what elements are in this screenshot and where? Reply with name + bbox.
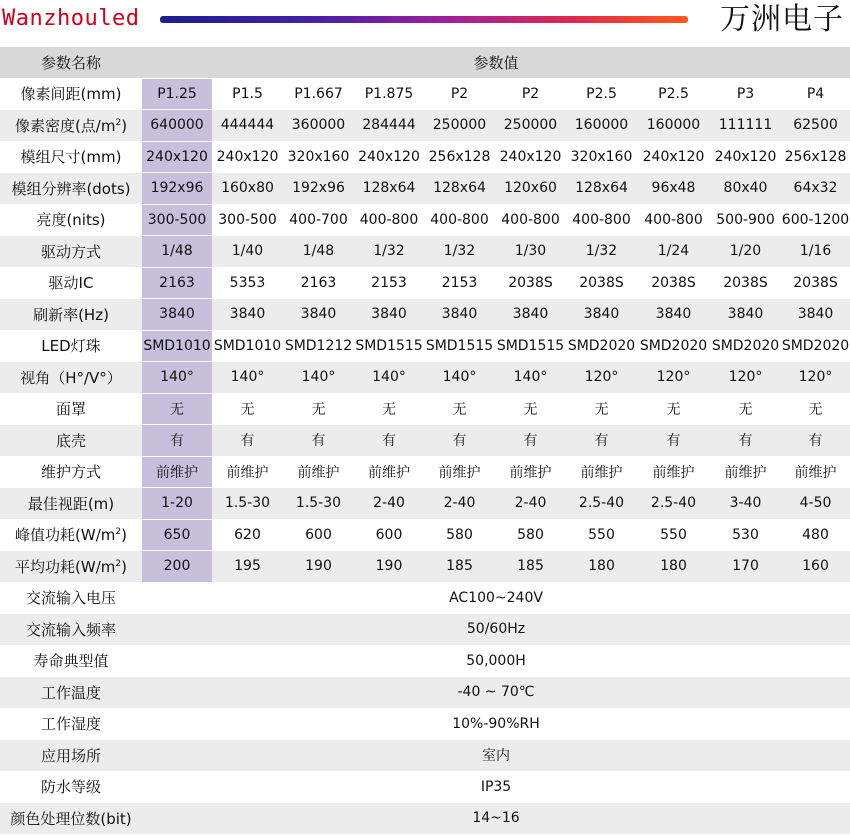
brand-logo-text: Wanzhouled xyxy=(2,6,140,31)
spec-table xyxy=(0,47,850,835)
table-row xyxy=(0,236,850,268)
row-label-text: 最佳视距(m) xyxy=(27,494,115,513)
table-row xyxy=(0,425,850,457)
value-cell: 3-40 xyxy=(710,488,781,520)
value-cell: 400-700 xyxy=(283,205,354,237)
row-label-superscript: 2 xyxy=(115,117,122,128)
row-label: 颜色处理位数(bit) xyxy=(0,803,142,835)
table-row xyxy=(0,740,850,772)
value-cell: 120° xyxy=(566,362,637,394)
value-cell: 284444 xyxy=(354,110,424,142)
value-cell: 120° xyxy=(710,362,781,394)
row-label: 交流输入频率 xyxy=(0,614,142,646)
row-label xyxy=(0,173,142,205)
value-cell: 有 xyxy=(354,425,424,457)
value-cell: 前维护 xyxy=(283,457,354,489)
row-label-suffix: ) xyxy=(121,116,128,135)
common-value-cell: 14~16 xyxy=(142,803,850,835)
value-cell: 2153 xyxy=(424,268,495,300)
value-cell: 无 xyxy=(142,394,212,426)
value-cell: 3840 xyxy=(142,299,212,331)
value-cell: 前维护 xyxy=(781,457,850,489)
model-pitch-cell: P3 xyxy=(710,79,781,111)
model-pitch-cell: P2.5 xyxy=(637,79,710,111)
value-cell: 3840 xyxy=(637,299,710,331)
value-cell: 2-40 xyxy=(354,488,424,520)
row-label xyxy=(0,520,142,552)
row-label xyxy=(0,425,142,457)
model-pitch-cell: P2 xyxy=(495,79,566,111)
value-cell: 240x120 xyxy=(212,142,283,174)
value-cell: 3840 xyxy=(781,299,850,331)
value-cell: 3840 xyxy=(710,299,781,331)
value-cell: 前维护 xyxy=(637,457,710,489)
value-cell: 1/32 xyxy=(354,236,424,268)
value-cell: 5353 xyxy=(212,268,283,300)
value-cell: 650 xyxy=(142,520,212,552)
value-cell: SMD2020 xyxy=(566,331,637,363)
value-cell: 400-800 xyxy=(495,205,566,237)
value-cell: 1/48 xyxy=(142,236,212,268)
value-cell: 160000 xyxy=(566,110,637,142)
value-cell: 620 xyxy=(212,520,283,552)
value-cell: 1/32 xyxy=(424,236,495,268)
value-cell: 1/20 xyxy=(710,236,781,268)
value-cell: 240x120 xyxy=(710,142,781,174)
value-cell: 无 xyxy=(495,394,566,426)
value-cell: SMD1515 xyxy=(424,331,495,363)
header-gradient-bar xyxy=(160,16,688,23)
value-cell: 3840 xyxy=(283,299,354,331)
value-cell: 185 xyxy=(424,551,495,583)
value-cell: 1/16 xyxy=(781,236,850,268)
value-cell: 140° xyxy=(142,362,212,394)
table-row xyxy=(0,551,850,583)
value-cell: 140° xyxy=(283,362,354,394)
table-row xyxy=(0,803,850,835)
value-cell: 250000 xyxy=(495,110,566,142)
value-cell: 256x128 xyxy=(781,142,850,174)
value-cell: 1/48 xyxy=(283,236,354,268)
value-cell: 185 xyxy=(495,551,566,583)
common-value-cell: AC100~240V xyxy=(142,583,850,615)
value-cell: 180 xyxy=(637,551,710,583)
value-cell: 140° xyxy=(495,362,566,394)
value-cell: 550 xyxy=(566,520,637,552)
value-cell: 前维护 xyxy=(710,457,781,489)
value-cell: 前维护 xyxy=(495,457,566,489)
value-cell: 无 xyxy=(781,394,850,426)
value-cell: 192x96 xyxy=(142,173,212,205)
value-cell: 有 xyxy=(710,425,781,457)
common-value-cell: 50/60Hz xyxy=(142,614,850,646)
value-cell: 有 xyxy=(495,425,566,457)
value-cell: SMD1212 xyxy=(283,331,354,363)
value-cell: 300-500 xyxy=(212,205,283,237)
value-cell: 120° xyxy=(637,362,710,394)
value-cell: 120x60 xyxy=(495,173,566,205)
value-cell: 2038S xyxy=(781,268,850,300)
value-cell: 500-900 xyxy=(710,205,781,237)
row-label: 像素间距(mm) xyxy=(0,79,142,111)
value-cell: 160000 xyxy=(637,110,710,142)
value-cell: 140° xyxy=(212,362,283,394)
value-cell: 300-500 xyxy=(142,205,212,237)
value-cell: 3840 xyxy=(424,299,495,331)
value-cell: 有 xyxy=(566,425,637,457)
value-cell: 64x32 xyxy=(781,173,850,205)
table-row xyxy=(0,394,850,426)
row-label xyxy=(0,362,142,394)
common-value-cell: 室内 xyxy=(142,740,850,772)
value-cell: 1.5-30 xyxy=(283,488,354,520)
value-cell: 3840 xyxy=(354,299,424,331)
value-cell: 无 xyxy=(710,394,781,426)
value-cell: 无 xyxy=(283,394,354,426)
value-cell: 580 xyxy=(424,520,495,552)
value-cell: 600-1200 xyxy=(781,205,850,237)
row-label-text: 面罩 xyxy=(55,400,86,419)
value-cell: 2-40 xyxy=(495,488,566,520)
value-cell: 444444 xyxy=(212,110,283,142)
value-cell: 无 xyxy=(354,394,424,426)
table-row xyxy=(0,520,850,552)
value-cell: 前维护 xyxy=(212,457,283,489)
value-cell: 320x160 xyxy=(566,142,637,174)
value-cell: 160 xyxy=(781,551,850,583)
model-pitch-cell: P2.5 xyxy=(566,79,637,111)
table-row xyxy=(0,142,850,174)
value-cell: 前维护 xyxy=(354,457,424,489)
value-cell: 190 xyxy=(354,551,424,583)
header-param-value: 参数值 xyxy=(142,47,850,79)
row-label: 工作温度 xyxy=(0,677,142,709)
value-cell: SMD1010 xyxy=(142,331,212,363)
value-cell: SMD2020 xyxy=(637,331,710,363)
row-label xyxy=(0,457,142,489)
value-cell: SMD1515 xyxy=(354,331,424,363)
value-cell: 580 xyxy=(495,520,566,552)
page-header xyxy=(0,0,850,43)
table-row xyxy=(0,173,850,205)
table-row xyxy=(0,677,850,709)
row-label: 工作湿度 xyxy=(0,709,142,741)
row-label-text: 模组分辨率(dots) xyxy=(11,179,131,198)
common-value-cell: 10%-90%RH xyxy=(142,709,850,741)
value-cell: 111111 xyxy=(710,110,781,142)
model-pitch-cell: P1.5 xyxy=(212,79,283,111)
value-cell: 无 xyxy=(566,394,637,426)
model-pitch-cell: P1.875 xyxy=(354,79,424,111)
value-cell: 120° xyxy=(781,362,850,394)
row-label-text: 像素密度(点/m xyxy=(14,116,116,135)
value-cell: 180 xyxy=(566,551,637,583)
value-cell: 550 xyxy=(637,520,710,552)
value-cell: 360000 xyxy=(283,110,354,142)
row-label-superscript: 2 xyxy=(115,558,122,569)
value-cell: 160x80 xyxy=(212,173,283,205)
table-row xyxy=(0,205,850,237)
table-row xyxy=(0,646,850,678)
value-cell: 170 xyxy=(710,551,781,583)
value-cell: 前维护 xyxy=(142,457,212,489)
value-cell: 有 xyxy=(781,425,850,457)
value-cell: 1-20 xyxy=(142,488,212,520)
row-label: 交流输入电压 xyxy=(0,583,142,615)
row-label-suffix: ) xyxy=(121,557,127,576)
value-cell: 128x64 xyxy=(354,173,424,205)
row-label xyxy=(0,331,142,363)
common-value-cell: 50,000H xyxy=(142,646,850,678)
row-label-text: 驱动方式 xyxy=(40,242,101,261)
table-row xyxy=(0,614,850,646)
value-cell: 320x160 xyxy=(283,142,354,174)
row-label-suffix: ) xyxy=(121,526,127,545)
row-label-text: 驱动IC xyxy=(48,274,94,293)
value-cell: 192x96 xyxy=(283,173,354,205)
value-cell: 128x64 xyxy=(566,173,637,205)
row-label-text: 维护方式 xyxy=(40,463,101,482)
table-row xyxy=(0,457,850,489)
value-cell: 3840 xyxy=(495,299,566,331)
row-label-text: 底壳 xyxy=(55,431,86,450)
table-header-row xyxy=(0,47,850,79)
table-row xyxy=(0,709,850,741)
value-cell: 4-50 xyxy=(781,488,850,520)
row-label-superscript: 2 xyxy=(115,527,122,538)
row-label: 寿命典型值 xyxy=(0,646,142,678)
row-label-text: LED灯珠 xyxy=(41,337,101,356)
value-cell: 3840 xyxy=(212,299,283,331)
value-cell: 2.5-40 xyxy=(637,488,710,520)
value-cell: 2153 xyxy=(354,268,424,300)
value-cell: SMD2020 xyxy=(781,331,850,363)
value-cell: 256x128 xyxy=(424,142,495,174)
value-cell: 2163 xyxy=(283,268,354,300)
value-cell: 2038S xyxy=(495,268,566,300)
value-cell: 2.5-40 xyxy=(566,488,637,520)
value-cell: 2038S xyxy=(637,268,710,300)
model-pitch-cell: P1.25 xyxy=(142,79,212,111)
table-row xyxy=(0,488,850,520)
value-cell: 前维护 xyxy=(424,457,495,489)
model-pitch-cell: P4 xyxy=(781,79,850,111)
value-cell: SMD2020 xyxy=(710,331,781,363)
value-cell: 240x120 xyxy=(142,142,212,174)
value-cell: 2038S xyxy=(710,268,781,300)
table-row xyxy=(0,362,850,394)
row-label xyxy=(0,236,142,268)
value-cell: 400-800 xyxy=(637,205,710,237)
row-label xyxy=(0,268,142,300)
model-pitch-cell: P1.667 xyxy=(283,79,354,111)
value-cell: 62500 xyxy=(781,110,850,142)
value-cell: 128x64 xyxy=(424,173,495,205)
value-cell: 600 xyxy=(354,520,424,552)
value-cell: 2038S xyxy=(566,268,637,300)
common-value-cell: IP35 xyxy=(142,772,850,804)
value-cell: 1/40 xyxy=(212,236,283,268)
value-cell: 1.5-30 xyxy=(212,488,283,520)
table-row xyxy=(0,331,850,363)
row-label xyxy=(0,488,142,520)
company-name: 万洲电子 xyxy=(720,2,844,37)
value-cell: 400-800 xyxy=(424,205,495,237)
value-cell: 1/30 xyxy=(495,236,566,268)
value-cell: SMD1010 xyxy=(212,331,283,363)
model-pitch-cell: P2 xyxy=(424,79,495,111)
value-cell: 3840 xyxy=(566,299,637,331)
value-cell: 有 xyxy=(424,425,495,457)
row-label-text: 刷新率(Hz) xyxy=(33,305,109,324)
value-cell: 2163 xyxy=(142,268,212,300)
row-label: 应用场所 xyxy=(0,740,142,772)
value-cell: 140° xyxy=(354,362,424,394)
value-cell: 190 xyxy=(283,551,354,583)
value-cell: 140° xyxy=(424,362,495,394)
value-cell: 1/32 xyxy=(566,236,637,268)
value-cell: 250000 xyxy=(424,110,495,142)
value-cell: 有 xyxy=(283,425,354,457)
row-label xyxy=(0,142,142,174)
value-cell: 600 xyxy=(283,520,354,552)
value-cell: 80x40 xyxy=(710,173,781,205)
table-row xyxy=(0,583,850,615)
table-row xyxy=(0,299,850,331)
common-value-cell: -40 ~ 70℃ xyxy=(142,677,850,709)
value-cell: 240x120 xyxy=(354,142,424,174)
value-cell: 前维护 xyxy=(566,457,637,489)
value-cell: 有 xyxy=(212,425,283,457)
row-label-text: 视角（H°/V°） xyxy=(20,368,122,387)
value-cell: 195 xyxy=(212,551,283,583)
row-label xyxy=(0,110,142,142)
value-cell: 200 xyxy=(142,551,212,583)
value-cell: 240x120 xyxy=(637,142,710,174)
row-label-text: 亮度(nits) xyxy=(36,211,106,230)
header-param-name: 参数名称 xyxy=(0,47,142,79)
value-cell: 400-800 xyxy=(354,205,424,237)
value-cell: 2-40 xyxy=(424,488,495,520)
value-cell: SMD1515 xyxy=(495,331,566,363)
row-label xyxy=(0,205,142,237)
row-label xyxy=(0,394,142,426)
value-cell: 1/24 xyxy=(637,236,710,268)
value-cell: 无 xyxy=(424,394,495,426)
value-cell: 640000 xyxy=(142,110,212,142)
value-cell: 有 xyxy=(142,425,212,457)
table-row xyxy=(0,268,850,300)
value-cell: 有 xyxy=(637,425,710,457)
row-label-text: 平均功耗(W/m xyxy=(15,557,116,576)
row-label xyxy=(0,299,142,331)
value-cell: 无 xyxy=(637,394,710,426)
value-cell: 530 xyxy=(710,520,781,552)
row-label: 防水等级 xyxy=(0,772,142,804)
value-cell: 240x120 xyxy=(495,142,566,174)
row-label xyxy=(0,551,142,583)
value-cell: 96x48 xyxy=(637,173,710,205)
table-row xyxy=(0,772,850,804)
value-cell: 无 xyxy=(212,394,283,426)
value-cell: 480 xyxy=(781,520,850,552)
table-row xyxy=(0,110,850,142)
row-label-text: 模组尺寸(mm) xyxy=(20,148,122,167)
row-label-text: 峰值功耗(W/m xyxy=(15,526,116,545)
table-row xyxy=(0,79,850,111)
value-cell: 400-800 xyxy=(566,205,637,237)
